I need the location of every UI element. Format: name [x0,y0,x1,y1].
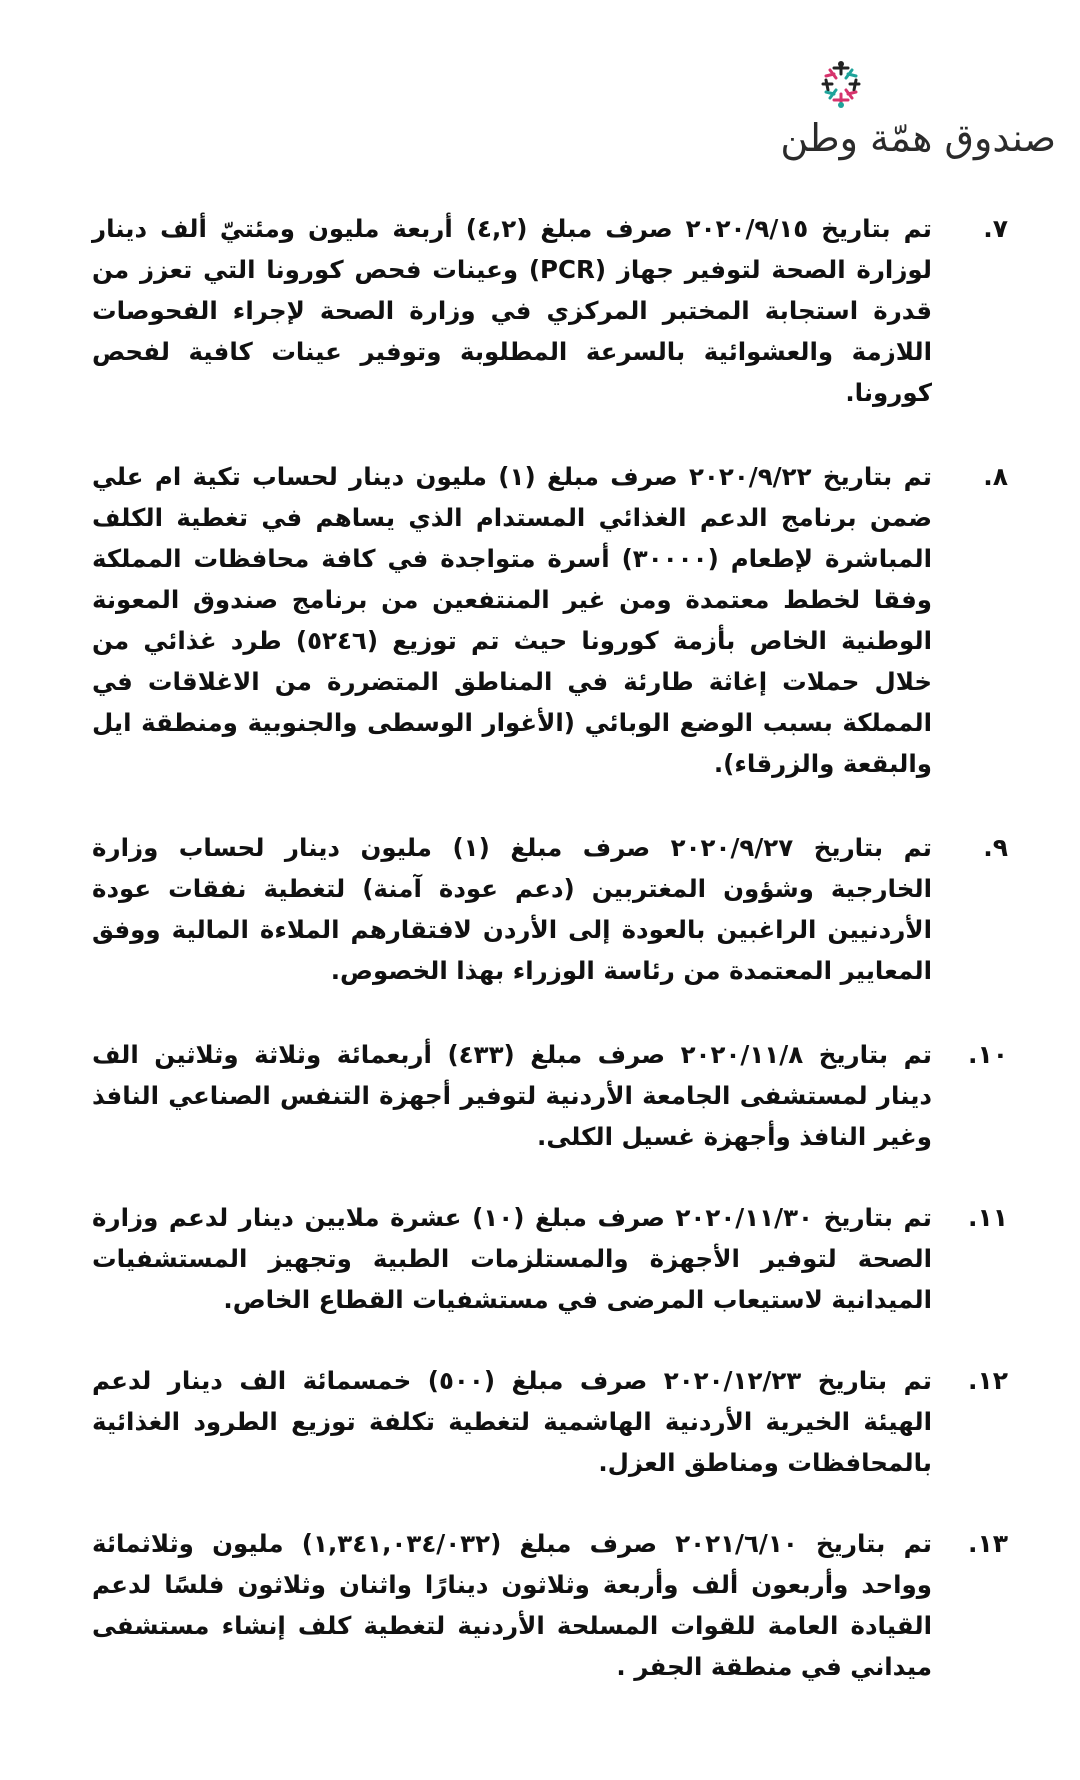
item-number: ٨. [983,462,1008,491]
item-text: تم بتاريخ ٢٠٢٠/٩/٢٢ صرف مبلغ (١) مليون دينار لحساب تكية ام علي ضمن برنامج الدعم الغذائي المستدام الذي يساهم في تغطية الكلف المباشرة لإطعام (٣٠٠٠٠) أسرة متواجدة في كافة محافظات المملكة وفقا لخطط معتمدة ومن غير المنتفعين من برنامج صندوق المعونة الوطنية الخاص بأزمة كورونا حيث تم توزيع (٥٢٤٦) طرد غذائي من خلال حملات إغاثة طارئة في المناطق المتضررة من الاغلاقات في المملكة بسبب الوضع الوبائي (الأغوار الوسطى والجنوبية ومنطقة ايل والبقعة والزرقاء). [92,462,932,778]
item-number: ٩. [983,833,1008,862]
item-number: ١٣. [967,1529,1008,1558]
list-item [92,1360,1008,1483]
item-number: ٧. [983,214,1008,243]
item-text: تم بتاريخ ٢٠٢٠/١١/٨ صرف مبلغ (٤٣٣) أربعمائة وثلاثة وثلاثين الف دينار لمستشفى الجامعة الأردنية لتوفير أجهزة التنفس الصناعي النافذ وغير النافذ وأجهزة غسيل الكلى. [92,1040,932,1151]
item-text: تم بتاريخ ٢٠٢٠/٩/٢٧ صرف مبلغ (١) مليون دينار لحساب وزارة الخارجية وشؤون المغتربين (دعم عودة آمنة) لتغطية نفقات عودة الأردنيين الراغبين بالعودة إلى الأردن لافتقارهم الملاءة المالية ووفق المعايير المعتمدة من رئاسة الوزراء بهذا الخصوص. [92,833,932,985]
list-item [92,827,1008,991]
item-number: ١١. [967,1203,1008,1232]
list-item [92,1034,1008,1157]
org-name: صندوق همّة وطن [780,116,1056,160]
list-item [92,208,1008,413]
logo-icon [818,58,864,110]
item-number: ١٠. [967,1040,1008,1069]
item-number: ١٢. [967,1366,1008,1395]
items-list [92,208,1008,1687]
item-text: تم بتاريخ ٢٠٢٠/١١/٣٠ صرف مبلغ (١٠) عشرة ملايين دينار لدعم وزارة الصحة لتوفير الأجهزة والمستلزمات الطبية وتجهيز المستشفيات الميدانية لاستيعاب المرضى في مستشفيات القطاع الخاص. [92,1203,932,1314]
list-item [92,1523,1008,1687]
list-item [92,1197,1008,1320]
item-text: تم بتاريخ ٢٠٢١/٦/١٠ صرف مبلغ (١,٣٤١,٠٣٤/٠٣٢) مليون وثلاثمائة وواحد وأربعون ألف وأربعة وثلاثون دينارًا واثنان وثلاثون فلسًا لدعم القيادة العامة للقوات المسلحة الأردنية لتغطية كلف إنشاء مستشفى ميداني في منطقة الجفر . [92,1529,932,1681]
item-text: تم بتاريخ ٢٠٢٠/٩/١٥ صرف مبلغ (٤,٢) أربعة مليون ومئتيّ ألف دينار لوزارة الصحة لتوفير جهاز (PCR) وعينات فحص كورونا التي تعزز من قدرة استجابة المختبر المركزي في وزارة الصحة لإجراء الفحوصات اللازمة والعشوائية بالسرعة المطلوبة وتوفير عينات كافية لفحص كورونا. [92,214,932,407]
list-item [92,456,1008,784]
item-text: تم بتاريخ ٢٠٢٠/١٢/٢٣ صرف مبلغ (٥٠٠) خمسمائة الف دينار لدعم الهيئة الخيرية الأردنية الهاشمية لتغطية تكلفة توزيع الطرود الغذائية بالمحافظات ومناطق العزل. [92,1366,932,1477]
